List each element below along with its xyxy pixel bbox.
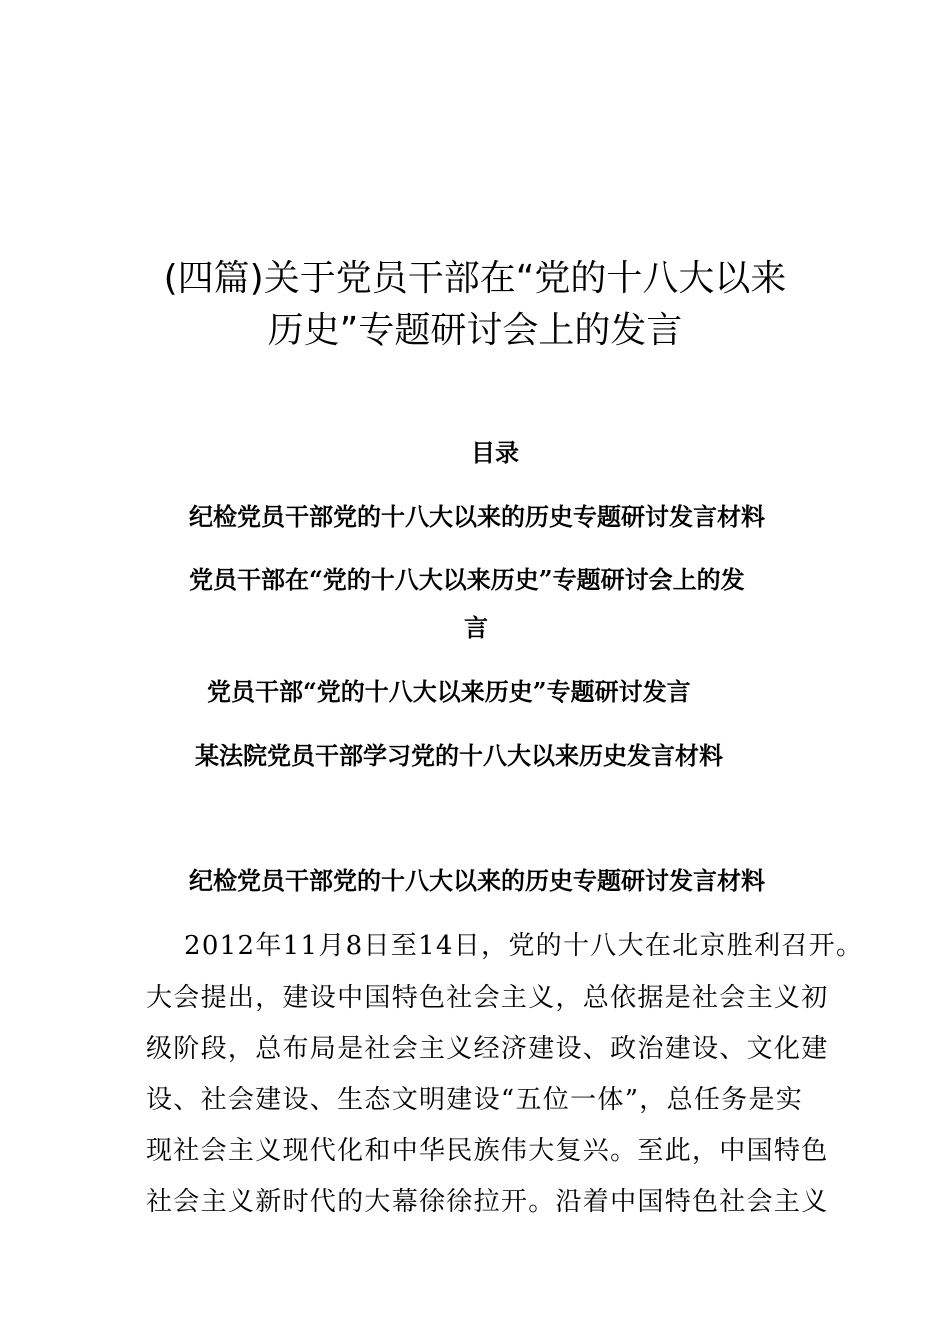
toc-heading: 目录 (471, 438, 519, 467)
section-heading: 纪检党员干部党的十八大以来的历史专题研讨发言材料 (189, 866, 765, 895)
paragraph-line: 级阶段，总布局是社会主义经济建设、政治建设、文化建 (146, 1034, 829, 1064)
document-title-line-1: (四篇)关于党员干部在“党的十八大以来 (163, 258, 787, 299)
paragraph-line: 现社会主义现代化和中华民族伟大复兴。至此，中国特色 (146, 1136, 829, 1166)
paragraph-line: 2012年11月8日至14日，党的十八大在北京胜利召开。 (184, 931, 864, 961)
toc-item: 某法院党员干部学习党的十八大以来历史发言材料 (195, 741, 723, 770)
toc-item: 党员干部在“党的十八大以来历史”专题研讨会上的发 (189, 565, 745, 594)
paragraph-line: 大会提出，建设中国特色社会主义，总依据是社会主义初 (146, 983, 829, 1013)
toc-item: 纪检党员干部党的十八大以来的历史专题研讨发言材料 (189, 502, 765, 531)
paragraph-line: 设、社会建设、生态文明建设“五位一体”，总任务是实 (146, 1085, 804, 1115)
paragraph-line: 社会主义新时代的大幕徐徐拉开。沿着中国特色社会主义 (146, 1187, 829, 1217)
document-title-line-2: 历史”专题研讨会上的发言 (267, 310, 683, 351)
toc-item-continuation: 言 (464, 613, 488, 642)
toc-item: 党员干部“党的十八大以来历史”专题研讨发言 (207, 677, 691, 706)
